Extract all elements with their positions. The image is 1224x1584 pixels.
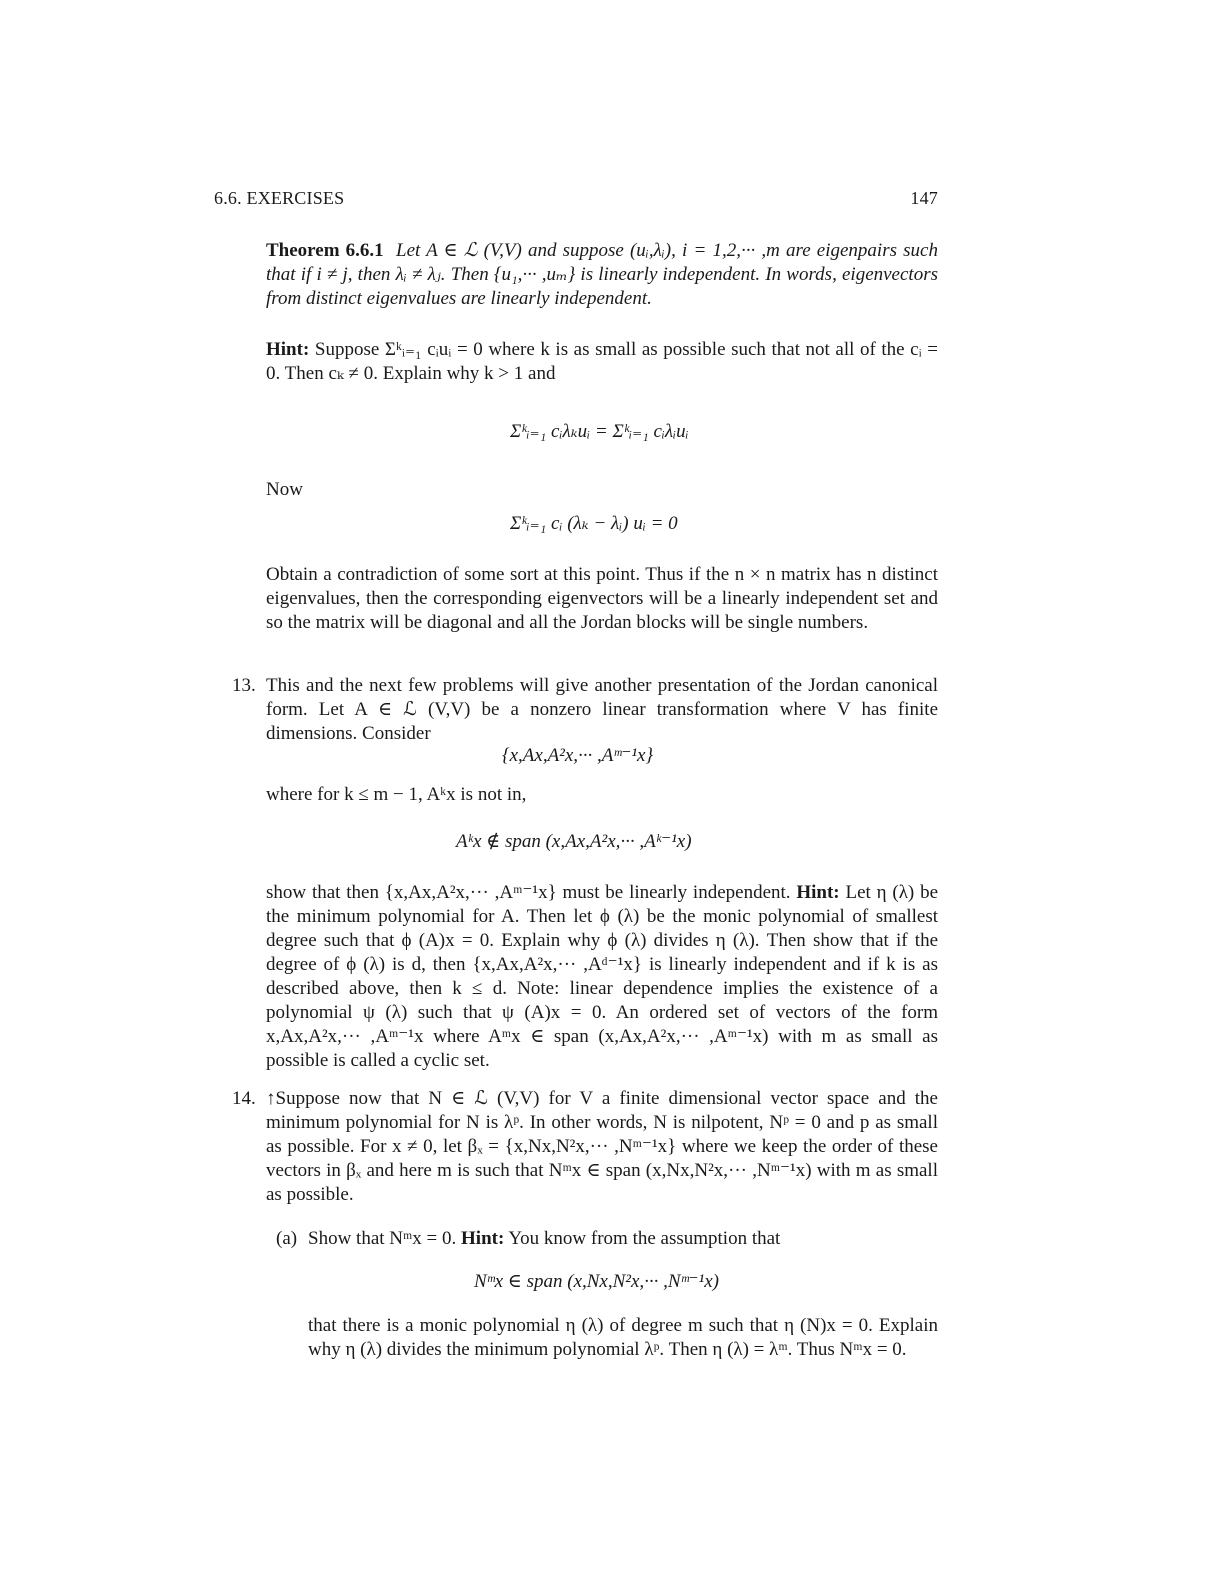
problem-13-body-pre: show that then {x,Ax,A²x,··· ,Aᵐ⁻¹x} must be linearly independent. [266,882,791,903]
problem-13-intro-text: This and the next few problems will give another presentation of the Jordan canonical form. Let A ∈ ℒ (V,V) be a nonzero linear transformation where V has finite dimensions. Consider [266,675,938,744]
hint-text [266,338,938,386]
equation-sum-1: Σᵏᵢ₌₁ cᵢλₖuᵢ = Σᵏᵢ₌₁ cᵢλᵢuᵢ [510,421,689,442]
problem-13-body-post: Let η (λ) be the minimum polynomial for A. Then let ϕ (λ) be the monic polynomial of smallest degree such that ϕ (A)x = 0. Explain why ϕ (λ) divides η (λ). Then show that if the degree of ϕ (λ) is d, then {x,Ax,A²x,··· ,Aᵈ⁻¹x} is linearly independent and if k is as described above, then k ≤ d. Note: linear dependence implies the existence of a polynomial ψ (λ) such that ψ (A)x = 0. An ordered set of vectors of the form x,Ax,A²x,··· ,Aᵐ⁻¹x where Aᵐx ∈ span (x,Ax,A²x,··· ,Aᵐ⁻¹x) with m as small as possible is called a cyclic set. [266,882,938,1071]
problem-14a-body-text: that there is a monic polynomial η (λ) of degree m such that η (N)x = 0. Explain why η (λ) divides the minimum polynomial λᵖ. Then η (λ) = λᵐ. Thus Nᵐx = 0. [308,1315,938,1360]
hint-label: Hint: [266,339,310,360]
problem-14a-hint-label: Hint: [461,1228,505,1249]
problem-14a-intro-text [308,1227,938,1251]
problem-13-set-equation: {x,Ax,A²x,··· ,Aᵐ⁻¹x} [502,745,654,766]
running-header [214,186,938,210]
problem-14-number: 14. [232,1088,256,1109]
problem-13-span-equation: Aᵏx ∉ span (x,Ax,A²x,··· ,Aᵏ⁻¹x) [456,831,692,852]
problem-13-body-text [266,881,938,1073]
problem-14a-pre: Show that Nᵐx = 0. [308,1228,457,1249]
hint-block [266,338,938,386]
problem-14-body-text: ↑Suppose now that N ∈ ℒ (V,V) for V a finite dimensional vector space and the minimum polynomial for N is λᵖ. In other words, N is nilpotent, Nᵖ = 0 and p as small as possible. For x ≠ 0, let βₓ = {x,Nx,N²x,··· ,Nᵐ⁻¹x} where we keep the order of these vectors in βₓ and here m is such that Nᵐx ∈ span (x,Nx,N²x,··· ,Nᵐ⁻¹x) with m as small as possible. [266,1088,938,1205]
problem-13-where: where for k ≤ m − 1, Aᵏx is not in, [266,784,527,805]
problem-14-body [266,1087,938,1207]
problem-14a-intro [308,1227,938,1251]
problem-14a-equation: Nᵐx ∈ span (x,Nx,N²x,··· ,Nᵐ⁻¹x) [474,1271,719,1292]
equation-sum-2: Σᵏᵢ₌₁ cᵢ (λₖ − λᵢ) uᵢ = 0 [510,513,678,534]
theorem-body: Let A ∈ ℒ (V,V) and suppose (uᵢ,λᵢ), i = 1,2,··· ,m are eigenpairs such that if i ≠ j, then λᵢ ≠ λⱼ. Then {u₁,··· ,uₘ} is linearly independent. In words, eigenvectors from distinct eigenvalues are linearly independent. [266,240,938,309]
section-title: 6.6. EXERCISES [214,188,345,208]
page-number: 147 [910,188,938,208]
problem-14a-body [308,1314,938,1362]
problem-14a-post: You know from the assumption that [508,1228,781,1249]
problem-13-hint-label: Hint: [796,882,840,903]
paragraph-contradiction [266,563,938,635]
theorem-text [266,239,938,311]
hint-body: Suppose Σᵏᵢ₌₁ cᵢuᵢ = 0 where k is as small as possible such that not all of the cᵢ = 0. Then cₖ ≠ 0. Explain why k > 1 and [266,339,939,384]
problem-13-intro [266,674,938,746]
paragraph-contradiction-text: Obtain a contradiction of some sort at this point. Thus if the n × n matrix has n distinct eigenvalues, then the corresponding eigenvectors will be a linearly independent set and so the matrix will be diagonal and all the Jordan blocks will be single numbers. [266,564,938,633]
theorem-block [266,239,938,311]
problem-14a-label: (a) [276,1228,298,1249]
problem-13-body [266,881,938,1073]
problem-13-number: 13. [232,675,256,696]
theorem-label: Theorem 6.6.1 [266,240,384,261]
now-label: Now [266,479,303,500]
